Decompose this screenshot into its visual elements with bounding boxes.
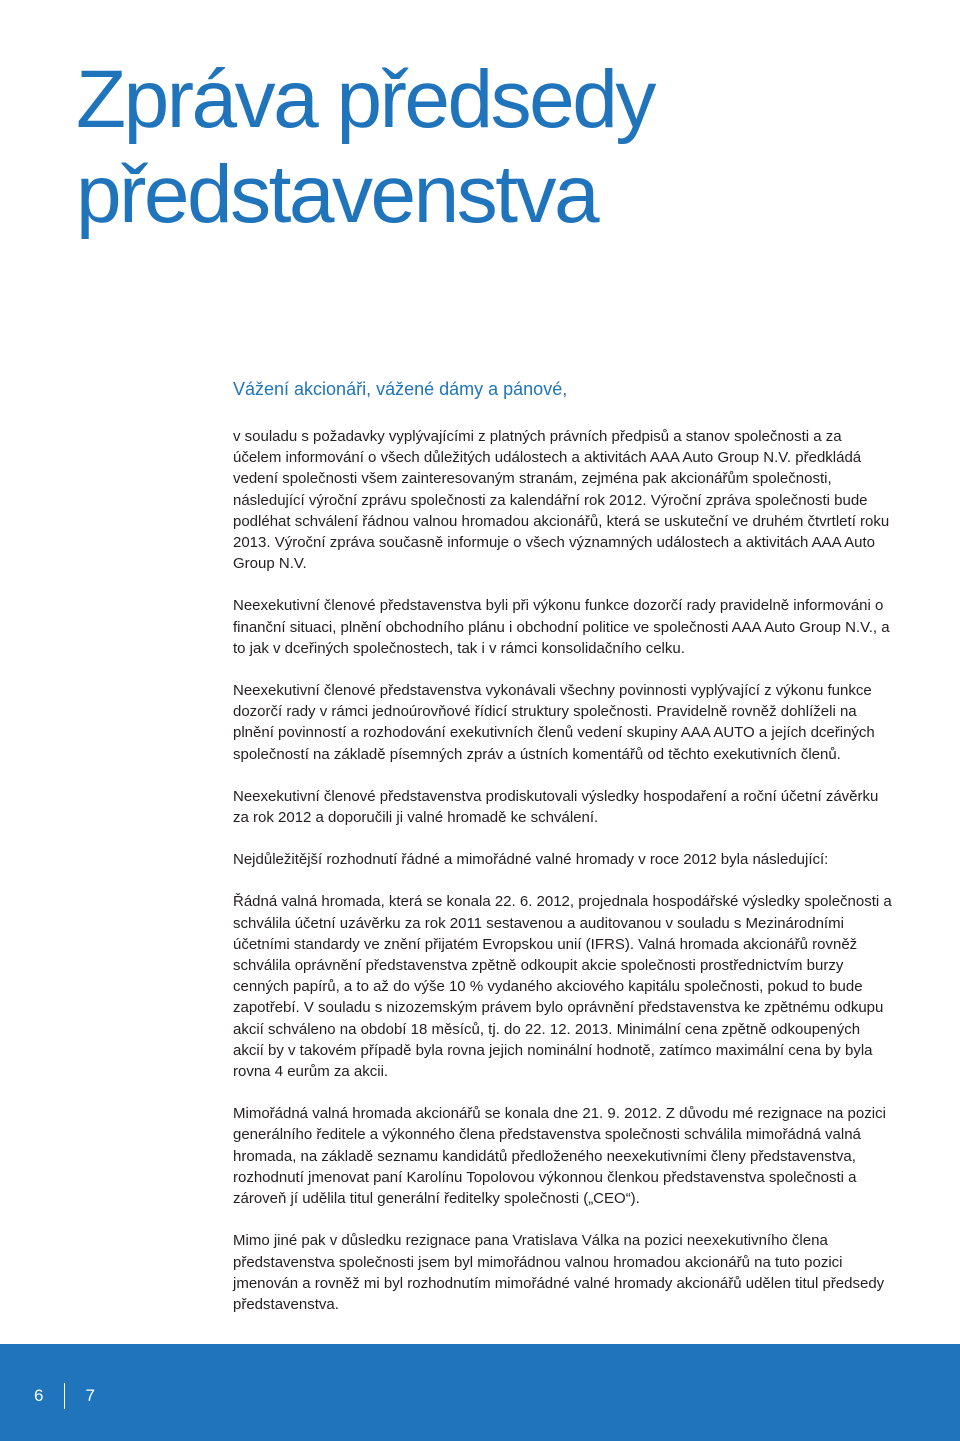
page-title: [76, 52, 916, 242]
page-number-divider: [64, 1383, 65, 1409]
paragraph-chairman: Mimo jiné pak v důsledku rezignace pana Vratislava Válka na pozici neexekutivního člena představenstva společnosti jsem byl mimořádnou valnou hromadou akcionářů na tuto pozici jmenován a rovněž mi byl rozhodnutím mimořádné valné hromady akcionářů udělen titul předsedy představenstva.: [233, 1232, 885, 1313]
paragraph-information: Neexekutivní členové představenstva byli při výkonu funkce dozorčí rady pravidelně informováni o finanční situaci, plnění obchodního plánu i obchodní politice ve společnosti AAA Auto Group N.V., a to jak v dceřiných společnostech, tak i v rámci konsolidačního celku.: [233, 597, 890, 657]
footer-bar: [0, 1344, 960, 1441]
paragraph-ordinary-meeting: Řádná valná hromada, která se konala 22. 6. 2012, projednala hospodářské výsledky společnosti a schválila účetní uzávěrku za rok 2011 sestavenou a auditovanou v souladu s Mezinárodními účetními standardy ve znění přijatém Evropskou unií (IFRS). Valná hromada akcionářů rovněž schválila oprávnění představenstva zpětně odkoupit akcie společnosti prostřednictvím burzy cenných papírů, a to až do výše 10 % vydaného akciového kapitálu společnosti, pokud to bude zapotřebí. V souladu s nizozemským právem bylo oprávnění představenstva ke zpětnému odkupu akcií schváleno na období 18 měsíců, tj. do 22. 12. 2013. Minimální cena zpětně odkoupených akcií by v takovém případě byla rovna jejich nominální hodnotě, zatímco maximální cena by byla rovna 4 eurům za akcii.: [233, 893, 892, 1081]
paragraph-intro: v souladu s požadavky vyplývajícími z platných právních předpisů a stanov společnosti a za účelem informování o všech důležitých událostech a aktivitách AAA Auto Group N.V. předkládá vedení společnosti všem zainteresovaným stranám, zejména pak akcionářům společnosti, následující výroční zprávu společnosti za kalendářní rok 2012. Výroční zpráva společnosti bude podléhat schválení řádnou valnou hromadou akcionářů, která se uskuteční ve druhém čtvrtletí roku 2013. Výroční zpráva současně informuje o všech významných událostech a aktivitách AAA Auto Group N.V.: [233, 428, 890, 573]
paragraph-supervision: Neexekutivní členové představenstva vykonávali všechny povinnosti vyplývající z výkonu funkce dozorčí rady v rámci jednoúrovňové řídicí struktury společnosti. Pravidelně rovněž dohlíželi na plnění povinností a rozhodování exekutivních členů vedení skupiny AAA AUTO a jejích dceřiných společností na základě písemných zpráv a ústních komentářů od těchto exekutivních členů.: [233, 682, 875, 763]
page-title-line-1: Zpráva předsedy: [76, 54, 654, 145]
paragraph-extraordinary-meeting: Mimořádná valná hromada akcionářů se konala dne 21. 9. 2012. Z důvodu mé rezignace na pozici generálního ředitele a výkonného člena představenstva společnosti schválila mimořádná valná hromada, na základě seznamu kandidátů předloženého neexekutivními členy představenstva, rozhodnutí jmenovat paní Karolínu Topolovou výkonnou členkou představenstva společnosti a zároveň jí udělila titul generální ředitelky společnosti („CEO“).: [233, 1105, 886, 1208]
page-title-line-2: představenstva: [76, 149, 598, 240]
paragraph-decisions-intro: Nejdůležitější rozhodnutí řádné a mimořádné valné hromady v roce 2012 byla následující:: [233, 851, 829, 869]
greeting: Vážení akcionáři, vážené dámy a pánové,: [233, 379, 568, 399]
letter-body: [233, 378, 893, 1336]
page-numbers: [34, 1383, 95, 1409]
paragraph-results: Neexekutivní členové představenstva prodiskutovali výsledky hospodaření a roční účetní závěrku za rok 2012 a doporučili ji valné hromadě ke schválení.: [233, 787, 879, 827]
page-number-left: 6: [34, 1386, 44, 1405]
page-number-right: 7: [85, 1386, 95, 1405]
